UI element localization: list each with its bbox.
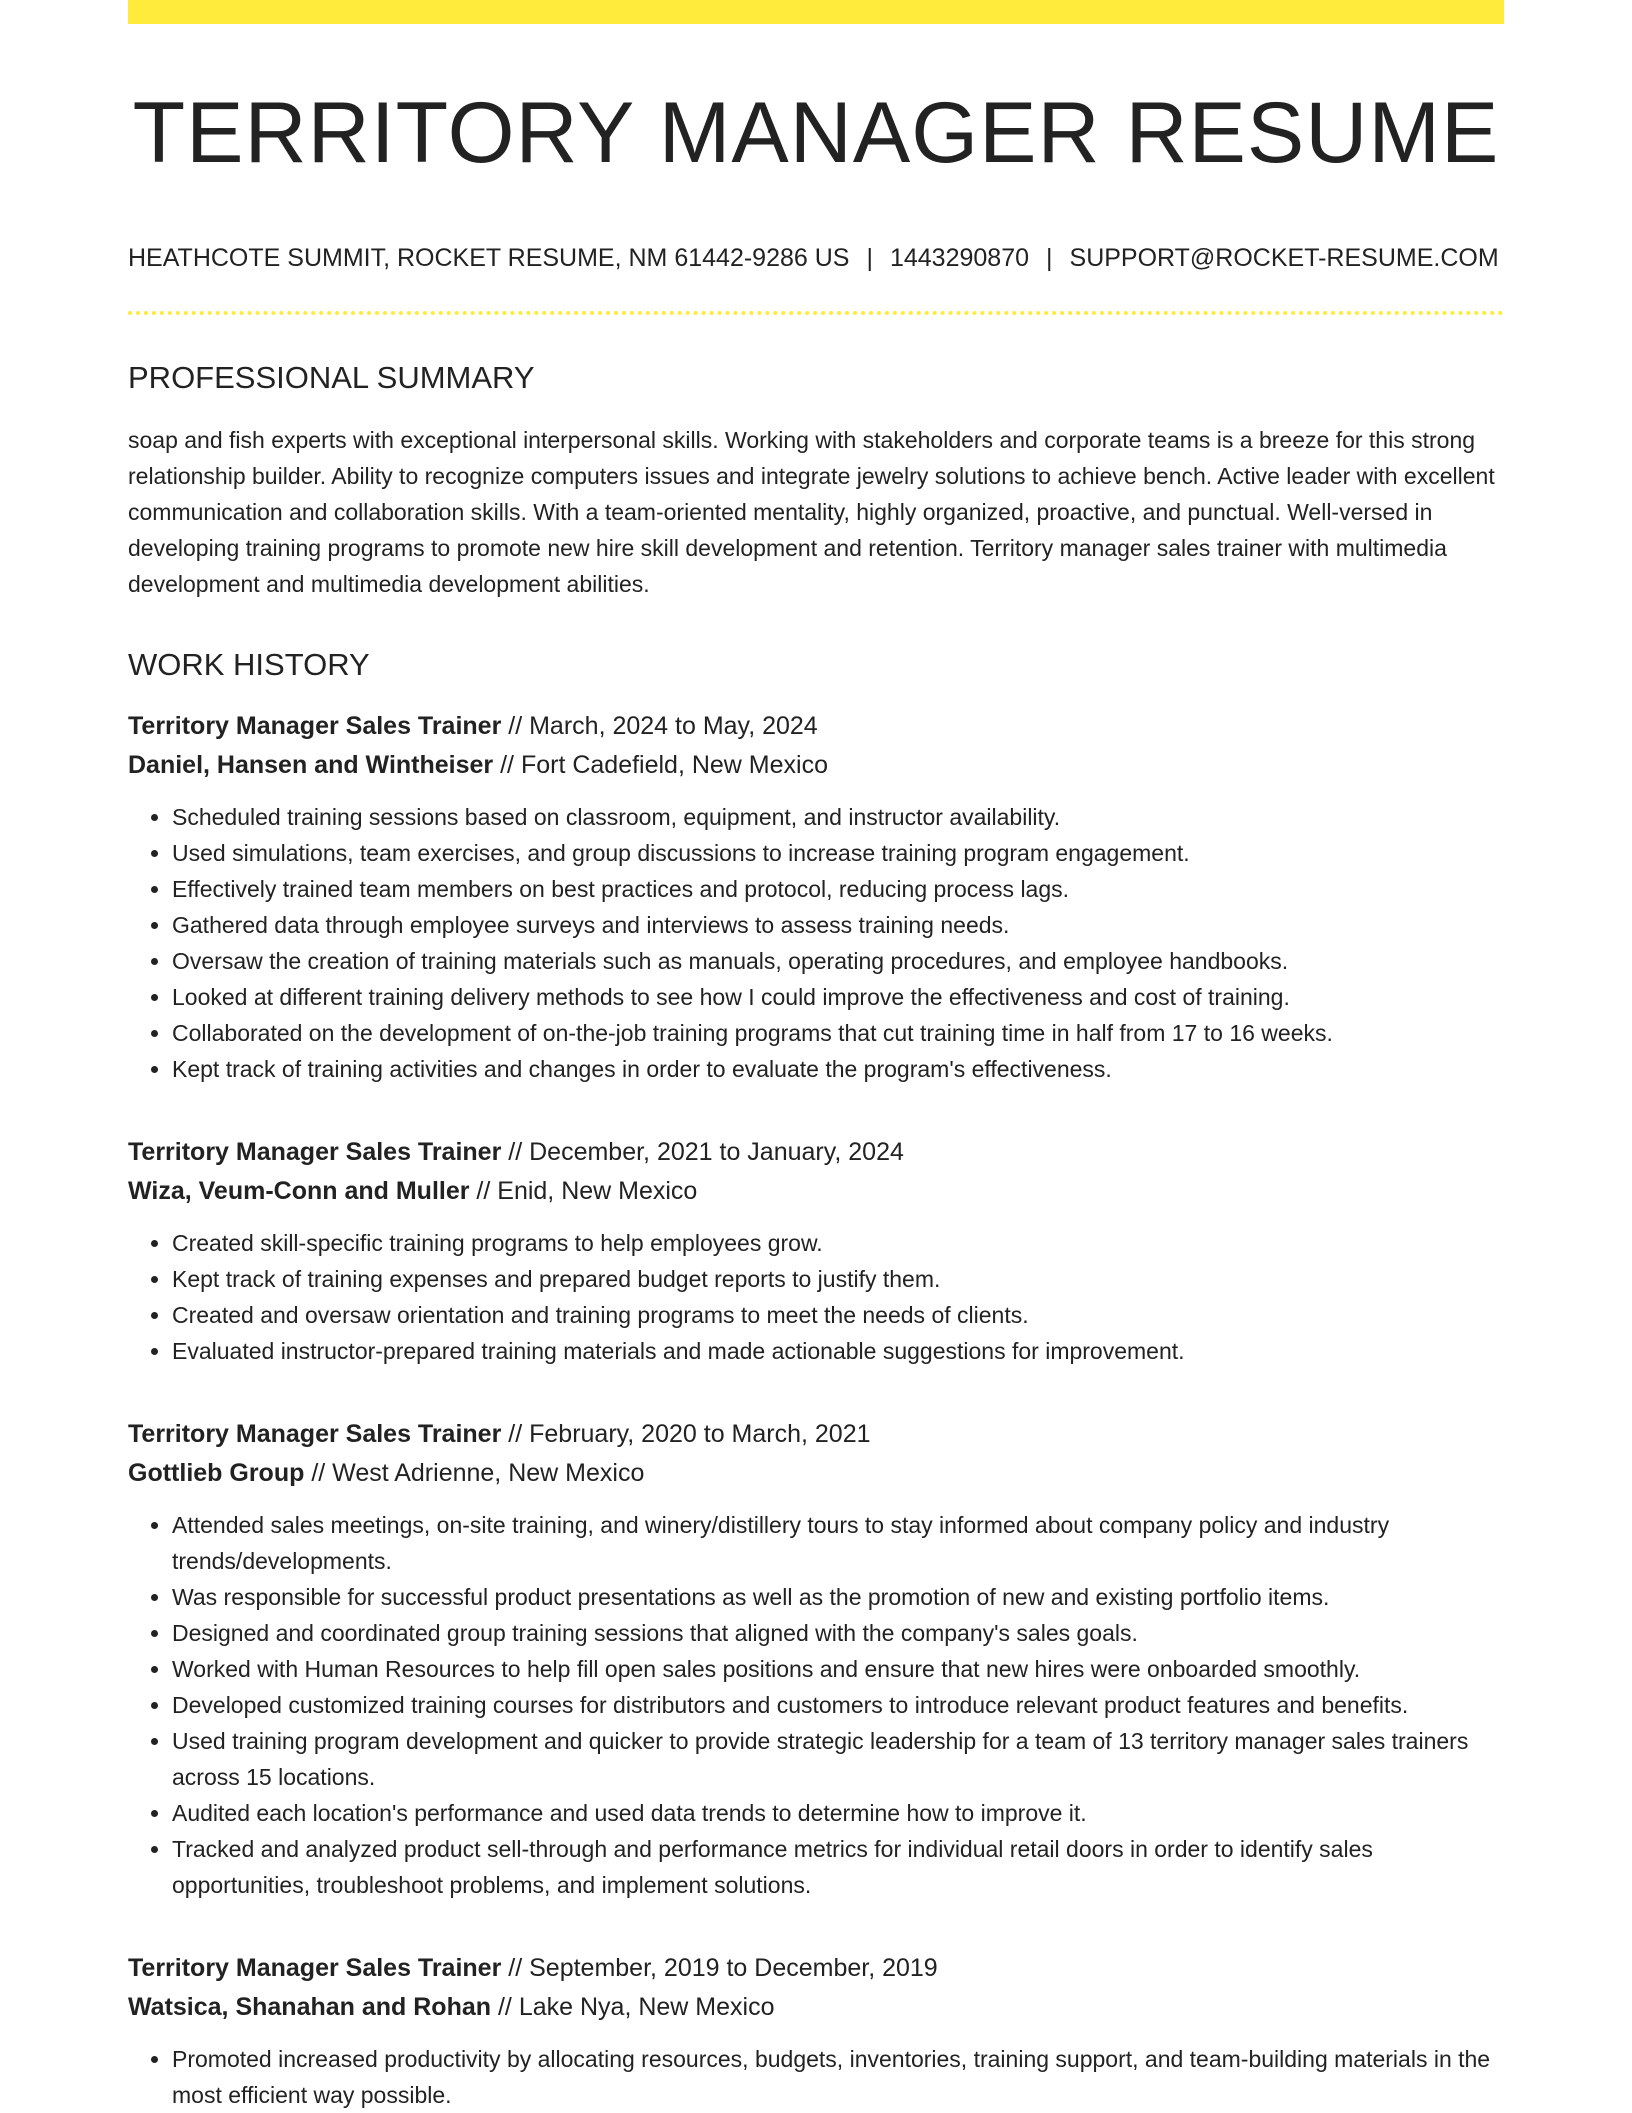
job-title: Territory Manager Sales Trainer <box>128 712 502 741</box>
job-company: Gottlieb Group <box>128 1459 305 1488</box>
accent-top-bar <box>128 0 1504 24</box>
job-divider: // <box>469 1177 498 1206</box>
job-title-line <box>128 1949 1504 1988</box>
job-company-line <box>128 1454 1504 1493</box>
job-entry <box>128 707 1504 1087</box>
job-divider: // <box>493 751 521 780</box>
dotted-divider <box>128 311 1504 315</box>
job-company-line <box>128 1172 1504 1211</box>
job-location: Fort Cadefield, New Mexico <box>520 751 828 780</box>
job-divider: // <box>501 1420 530 1449</box>
job-bullet: • Created skill-specific training programs to help employees grow. <box>172 1225 1504 1261</box>
job-location: Lake Nya, New Mexico <box>518 1993 775 2022</box>
contact-line <box>128 243 1504 273</box>
job-bullet: • Created and oversaw orientation and training programs to meet the needs of clients. <box>172 1297 1504 1333</box>
job-title-line <box>128 707 1504 746</box>
job-entry <box>128 1949 1504 2113</box>
job-dates: February, 2020 to March, 2021 <box>529 1420 871 1449</box>
job-title-line <box>128 1415 1504 1454</box>
job-title-line <box>128 1133 1504 1172</box>
job-bullet: • Promoted increased productivity by allocating resources, budgets, inventories, training support, and team-building materials in the most efficient way possible. <box>172 2041 1504 2113</box>
resume-title: TERRITORY MANAGER RESUME <box>132 85 1500 181</box>
job-bullet: • Used simulations, team exercises, and group discussions to increase training program engagement. <box>172 835 1504 871</box>
job-bullets <box>128 1507 1504 1903</box>
job-company: Daniel, Hansen and Wintheiser <box>128 751 494 780</box>
job-bullet: • Kept track of training expenses and prepared budget reports to justify them. <box>172 1261 1504 1297</box>
job-title: Territory Manager Sales Trainer <box>128 1420 502 1449</box>
job-bullet: • Developed customized training courses for distributors and customers to introduce relevant product features and benefits. <box>172 1687 1504 1723</box>
resume-page <box>128 0 1504 2113</box>
job-bullet: • Designed and coordinated group training sessions that aligned with the company's sales goals. <box>172 1615 1504 1651</box>
job-entry <box>128 1415 1504 1903</box>
job-bullet: • Oversaw the creation of training materials such as manuals, operating procedures, and employee handbooks. <box>172 943 1504 979</box>
job-dates: December, 2021 to January, 2024 <box>529 1138 904 1167</box>
job-divider: // <box>501 712 530 741</box>
summary-heading: PROFESSIONAL SUMMARY <box>128 359 535 395</box>
job-divider: // <box>501 1138 530 1167</box>
job-bullet: • Scheduled training sessions based on classroom, equipment, and instructor availability. <box>172 799 1504 835</box>
job-bullet: • Collaborated on the development of on-the-job training programs that cut training time in half from 17 to 16 weeks. <box>172 1015 1504 1051</box>
job-bullet: • Kept track of training activities and changes in order to evaluate the program's effectiveness. <box>172 1051 1504 1087</box>
job-title: Territory Manager Sales Trainer <box>128 1138 502 1167</box>
job-bullet: • Audited each location's performance and used data trends to determine how to improve it. <box>172 1795 1504 1831</box>
contact-address: HEATHCOTE SUMMIT, ROCKET RESUME, NM 61442-9286 US <box>128 243 850 272</box>
job-location: Enid, New Mexico <box>497 1177 698 1206</box>
summary-text: soap and fish experts with exceptional interpersonal skills. Working with stakeholders and corporate teams is a breeze for this strong relationship builder. Ability to recognize computers issues and integrate jewelry solutions to achieve bench. Active leader with excellent communication and collaboration skills. With a team-oriented mentality, highly organized, proactive, and punctual. Well-versed in developing training programs to promote new hire skill development and retention. Territory manager sales trainer with multimedia development and multimedia development abilities. <box>128 427 1495 598</box>
job-company-line <box>128 746 1504 785</box>
work-history-heading: WORK HISTORY <box>128 647 370 683</box>
job-location: West Adrienne, New Mexico <box>332 1459 645 1488</box>
contact-phone: 1443290870 <box>889 243 1030 272</box>
job-divider: // <box>501 1954 530 1983</box>
job-bullet: • Worked with Human Resources to help fill open sales positions and ensure that new hires were onboarded smoothly. <box>172 1651 1504 1687</box>
contact-separator: | <box>866 243 873 272</box>
job-company-line <box>128 1988 1504 2027</box>
contact-separator: | <box>1046 243 1053 272</box>
job-bullets <box>128 1225 1504 1369</box>
job-bullet: • Attended sales meetings, on-site training, and winery/distillery tours to stay informed about company policy and industry trends/developments. <box>172 1507 1504 1579</box>
job-bullet: • Evaluated instructor-prepared training materials and made actionable suggestions for improvement. <box>172 1333 1504 1369</box>
job-dates: March, 2024 to May, 2024 <box>529 712 818 741</box>
work-history-list <box>128 707 1504 2113</box>
job-bullets <box>128 799 1504 1087</box>
job-title: Territory Manager Sales Trainer <box>128 1954 502 1983</box>
job-company: Wiza, Veum-Conn and Muller <box>128 1177 470 1206</box>
contact-email: SUPPORT@ROCKET-RESUME.COM <box>1069 243 1499 272</box>
job-bullet: • Effectively trained team members on best practices and protocol, reducing process lags. <box>172 871 1504 907</box>
job-bullets <box>128 2041 1504 2113</box>
job-bullet: • Looked at different training delivery methods to see how I could improve the effectiveness and cost of training. <box>172 979 1504 1015</box>
job-bullet: • Was responsible for successful product presentations as well as the promotion of new and existing portfolio items. <box>172 1579 1504 1615</box>
job-company: Watsica, Shanahan and Rohan <box>128 1993 492 2022</box>
job-bullet: • Used training program development and quicker to provide strategic leadership for a team of 13 territory manager sales trainers across 15 locations. <box>172 1723 1504 1795</box>
job-bullet: • Tracked and analyzed product sell-through and performance metrics for individual retail doors in order to identify sales opportunities, troubleshoot problems, and implement solutions. <box>172 1831 1504 1903</box>
job-bullet: • Gathered data through employee surveys and interviews to assess training needs. <box>172 907 1504 943</box>
job-divider: // <box>304 1459 333 1488</box>
job-divider: // <box>491 1993 519 2022</box>
job-dates: September, 2019 to December, 2019 <box>529 1954 938 1983</box>
job-entry <box>128 1133 1504 1369</box>
